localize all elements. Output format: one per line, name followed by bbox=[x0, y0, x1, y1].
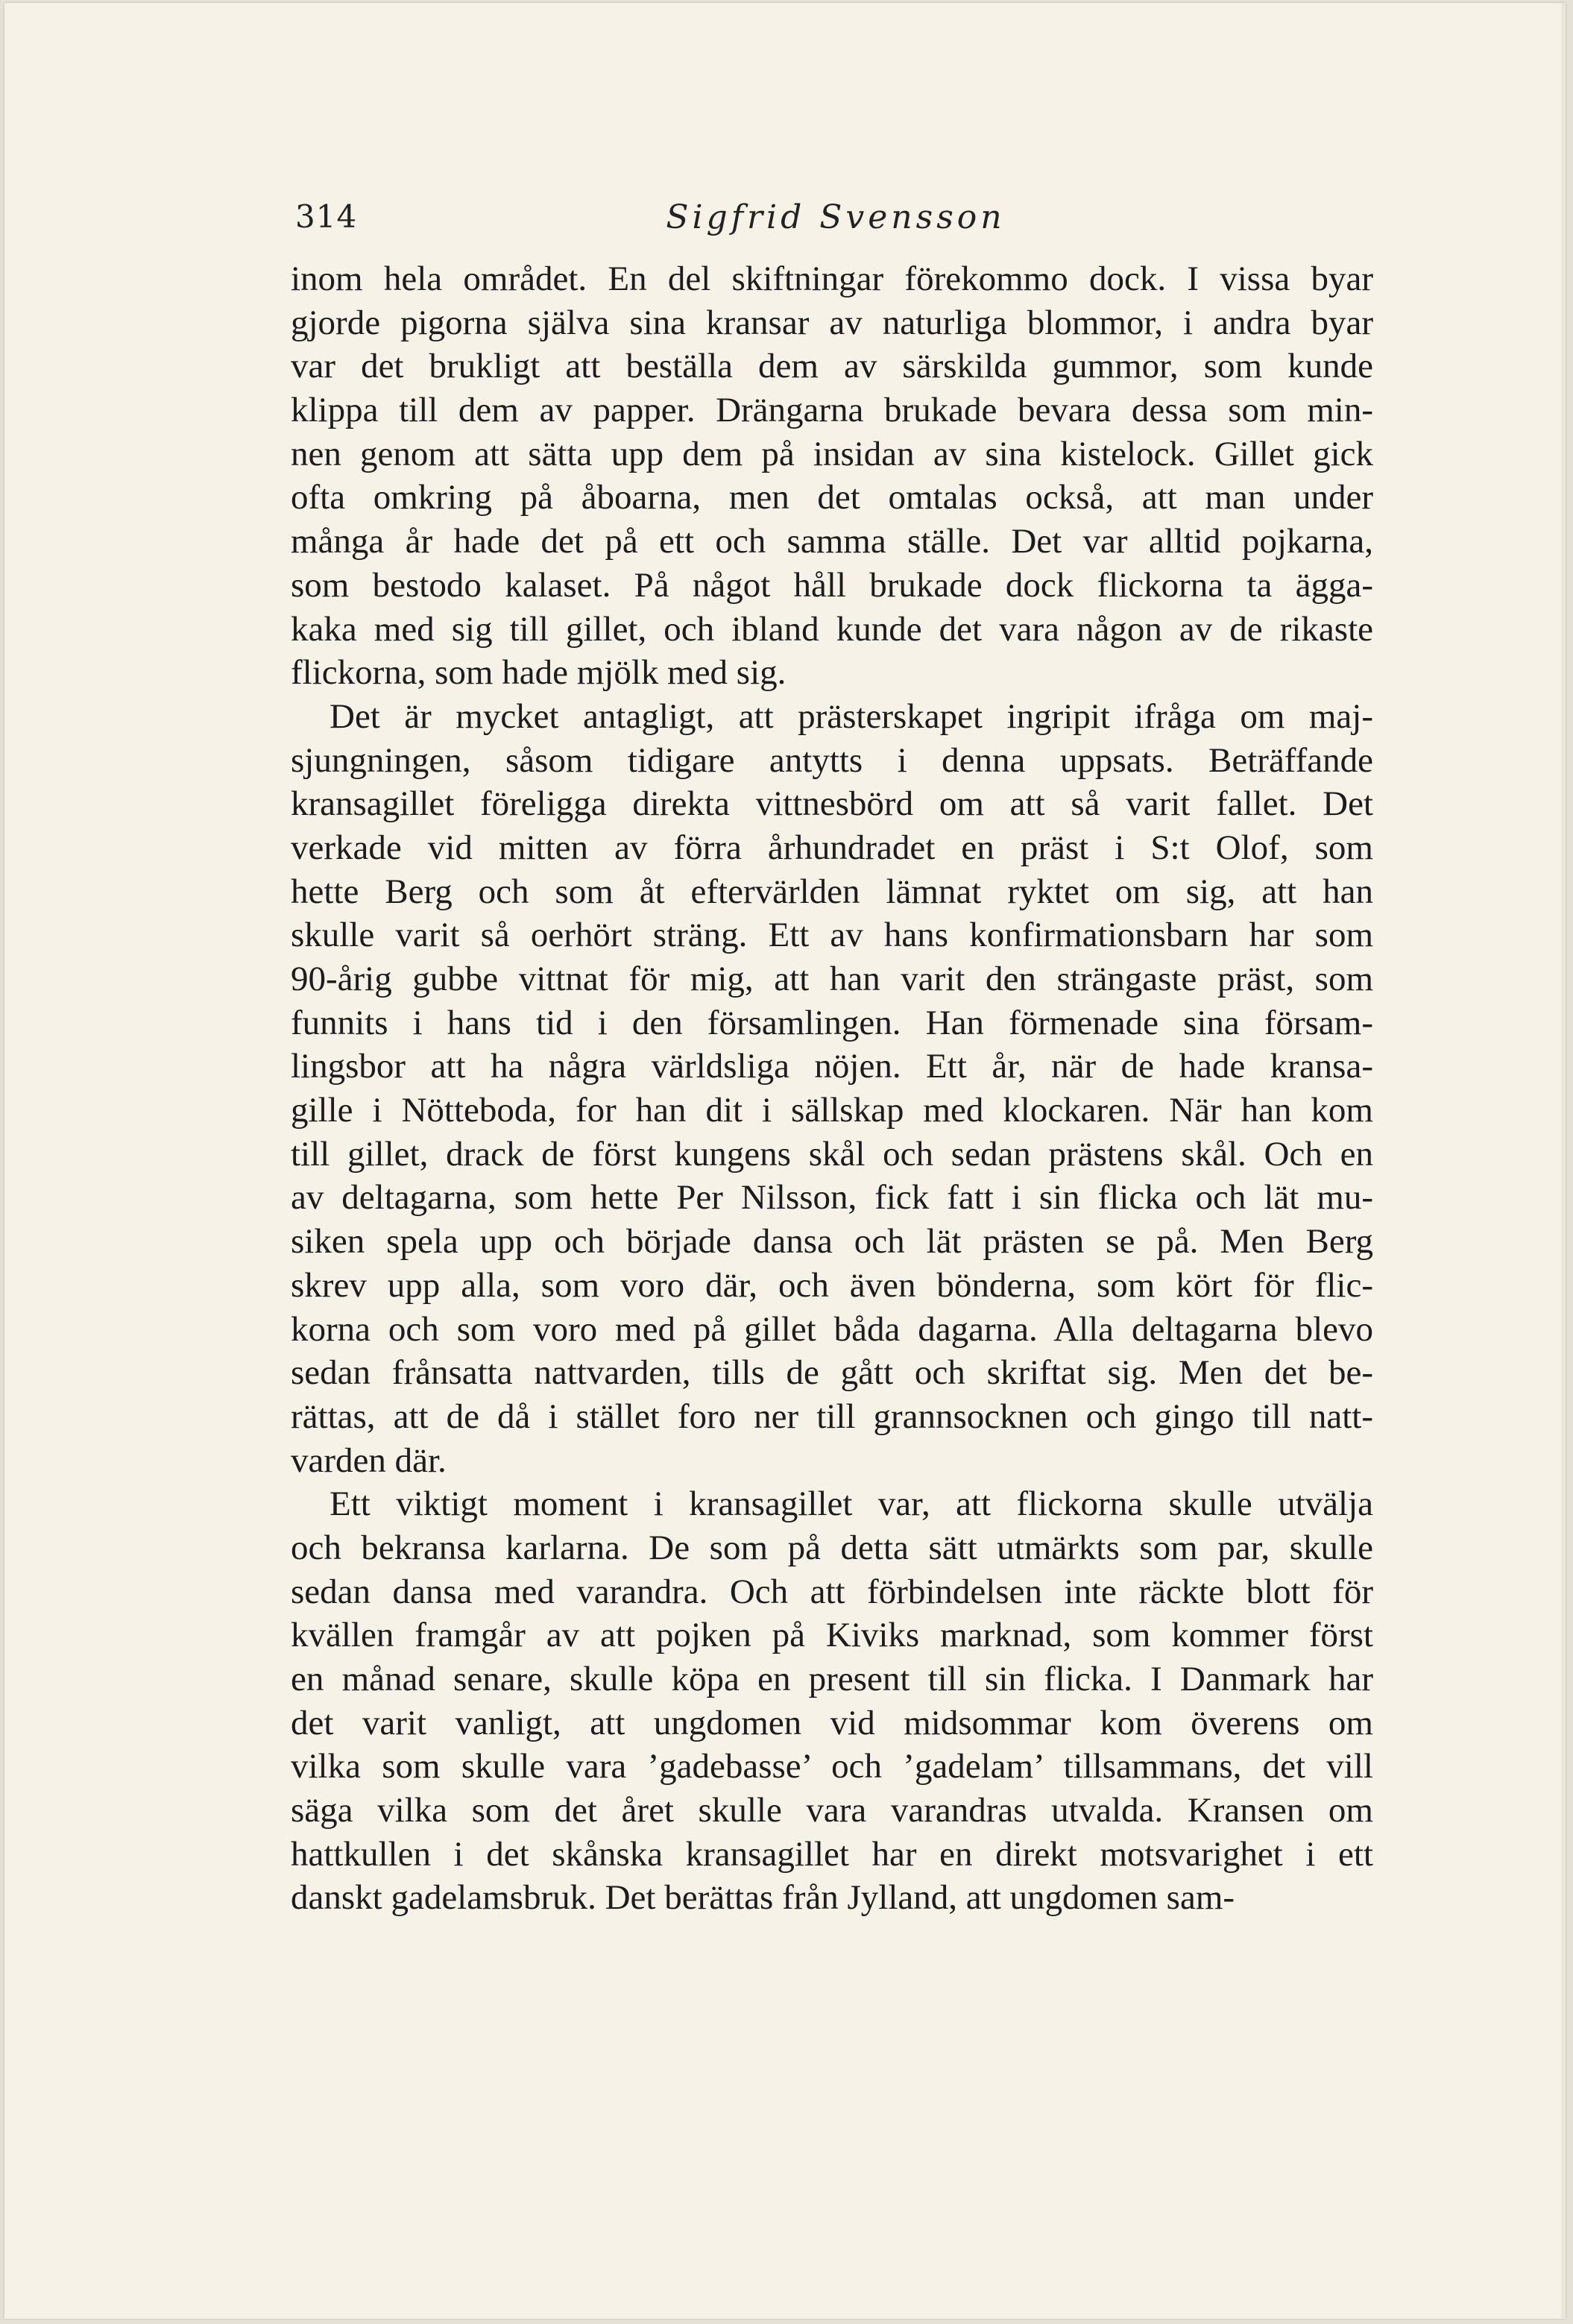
text-line: det varit vanligt, att ungdomen vid midsommar kom överens om bbox=[291, 1703, 1373, 1742]
text-line: sedan dansa med varandra. Och att förbindelsen inte räckte blott för bbox=[291, 1572, 1373, 1611]
text-line: hattkullen i det skånska kransagillet har en direkt motsvarighet i ett bbox=[291, 1834, 1373, 1874]
page-header bbox=[295, 198, 1376, 251]
text-line: ofta omkring på åboarna, men det omtalas också, att man under bbox=[291, 478, 1373, 517]
text-line: var det brukligt att beställa dem av särskilda gummor, som kunde bbox=[291, 347, 1373, 386]
text-line: gille i Nötteboda, for han dit i sällskap med klockaren. När han kom bbox=[291, 1091, 1373, 1130]
text-line: danskt gadelamsbruk. Det berättas från Jylland, att ungdomen sam- bbox=[291, 1878, 1235, 1918]
text-line: 90-årig gubbe vittnat för mig, att han varit den strängaste präst, som bbox=[291, 960, 1373, 998]
text-line: klippa till dem av papper. Drängarna brukade bevara dessa som min- bbox=[291, 391, 1373, 430]
text-line: verkade vid mitten av förra århundradet en präst i S:t Olof, som bbox=[291, 828, 1373, 867]
text-line: flickorna, som hade mjölk med sig. bbox=[291, 653, 786, 693]
text-line: säga vilka som det året skulle vara varandras utvalda. Kransen om bbox=[291, 1791, 1373, 1830]
text-line: hette Berg och som åt eftervärlden lämnat ryktet om sig, att han bbox=[291, 872, 1373, 911]
running-head: Sigfrid Svensson bbox=[666, 198, 1006, 236]
text-line: och bekransa karlarna. De som på detta sätt utmärkts som par, skulle bbox=[291, 1528, 1373, 1567]
text-line: funnits i hans tid i den församlingen. Han förmenade sina försam- bbox=[291, 1003, 1373, 1042]
text-line: Ett viktigt moment i kransagillet var, att flickorna skulle utvälja bbox=[330, 1484, 1373, 1524]
text-line: korna och som voro med på gillet båda dagarna. Alla deltagarna blevo bbox=[291, 1309, 1373, 1349]
text-line: kaka med sig till gillet, och ibland kunde det vara någon av de rikaste bbox=[291, 609, 1373, 649]
text-line: av deltagarna, som hette Per Nilsson, fick fatt i sin flicka och lät mu- bbox=[291, 1178, 1373, 1218]
text-line: nen genom att sätta upp dem på insidan av sina kistelock. Gillet gick bbox=[291, 434, 1373, 473]
text-line: skulle varit så oerhört sträng. Ett av hans konfirmationsbarn har som bbox=[291, 916, 1373, 955]
text-line: rättas, att de då i stället foro ner till grannsocknen och gingo till natt- bbox=[291, 1396, 1373, 1436]
text-line: många år hade det på ett och samma ställe. Det var alltid pojkarna, bbox=[291, 522, 1373, 561]
text-line: Det är mycket antagligt, att prästerskapet ingripit ifråga om maj- bbox=[330, 696, 1373, 736]
text-line: en månad senare, skulle köpa en present till sin flicka. I Danmark har bbox=[291, 1660, 1373, 1698]
text-line: kvällen framgår av att pojken på Kiviks marknad, som kommer först bbox=[291, 1616, 1373, 1655]
text-line: varden där. bbox=[291, 1440, 447, 1480]
text-line: som bestodo kalaset. På något håll brukade dock flickorna ta ägga- bbox=[291, 565, 1373, 605]
paragraph bbox=[291, 695, 1373, 1482]
text-line: sedan frånsatta nattvarden, tills de gått och skriftat sig. Men det be- bbox=[291, 1353, 1373, 1393]
text-line: gjorde pigorna själva sina kransar av naturliga blommor, i andra byar bbox=[291, 303, 1373, 342]
text-line: siken spela upp och började dansa och lät prästen se på. Men Berg bbox=[291, 1222, 1373, 1262]
text-line: inom hela området. En del skiftningar förekommo dock. I vissa byar bbox=[291, 259, 1373, 298]
paragraph bbox=[291, 257, 1373, 695]
text-line: kransagillet föreligga direkta vittnesbörd om att så varit fallet. Det bbox=[291, 784, 1373, 824]
paragraph bbox=[291, 1482, 1373, 1920]
body-text bbox=[291, 257, 1373, 1920]
text-line: till gillet, drack de först kungens skål och sedan prästens skål. Och en bbox=[291, 1134, 1373, 1174]
text-line: skrev upp alla, som voro där, och även bönderna, som kört för flic- bbox=[291, 1265, 1373, 1305]
text-line: lingsbor att ha några världsliga nöjen. Ett år, när de hade kransa- bbox=[291, 1047, 1373, 1086]
text-line: vilka som skulle vara ’gadebasse’ och ’gadelam’ tillsammans, det vill bbox=[291, 1747, 1373, 1786]
page-number: 314 bbox=[295, 198, 358, 235]
text-line: sjungningen, såsom tidigare antytts i denna uppsats. Beträffande bbox=[291, 740, 1373, 780]
